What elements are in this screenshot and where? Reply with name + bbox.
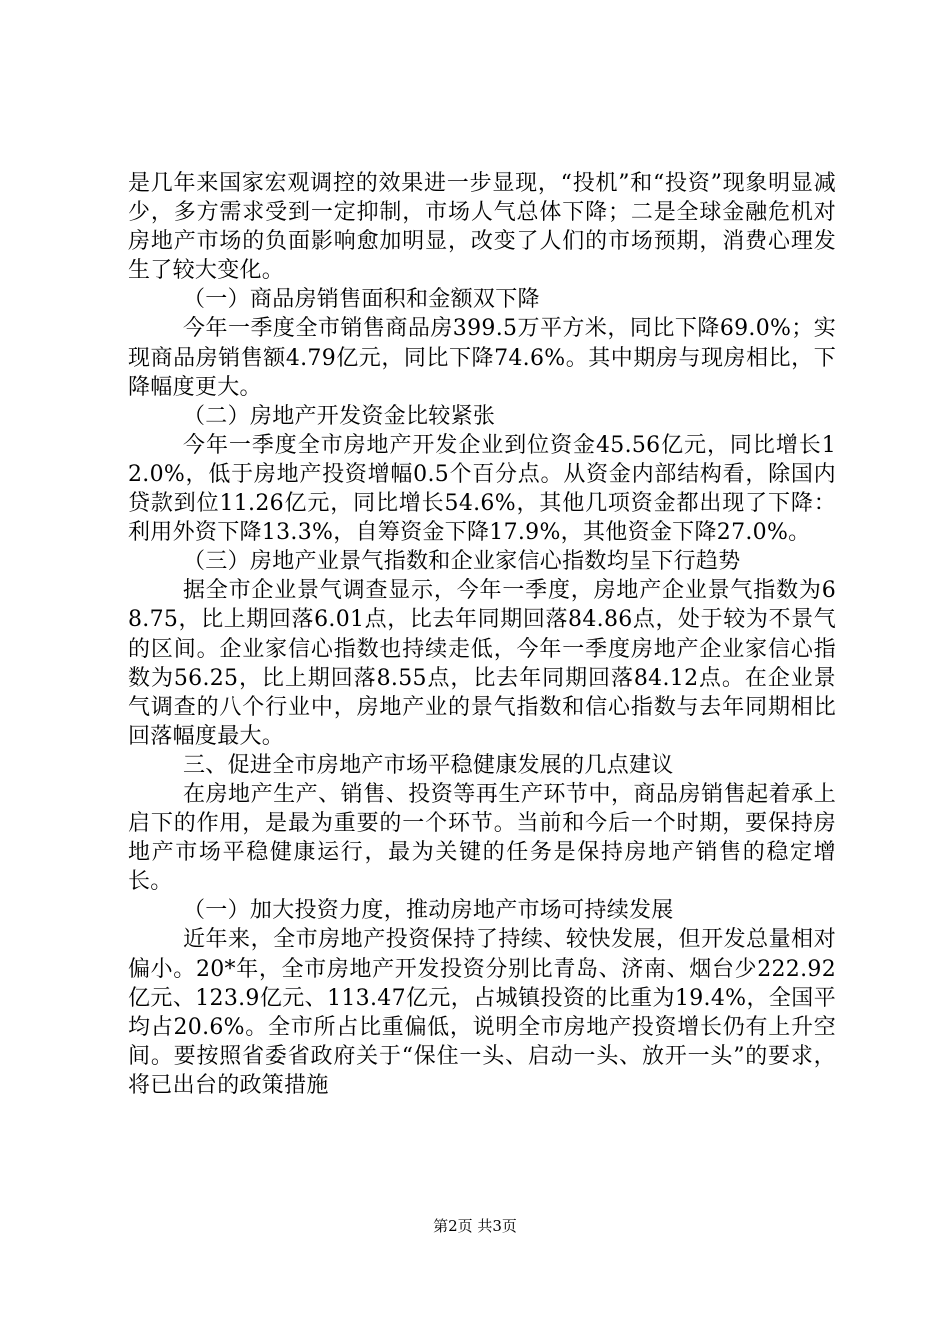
section-heading-1: （一）商品房销售面积和金额双下降 <box>183 287 540 313</box>
paragraph-4: 据全市企业景气调查显示，今年一季度，房地产企业景气指数为68.75，比上期回落6.01点，比去年同期回落84.86点，处于较为不景气的区间。企业家信心指数也持续走低，今年一季度房地产企业家信心指数为56.25，比上期回落8.55点，比去年同期回落84.12点。在企业景气调查的八个行业中，房地产业的景气指数和信心指数与去年同期相比回落幅度最大。 <box>128 578 836 749</box>
paragraph-3: 今年一季度全市房地产开发企业到位资金45.56亿元，同比增长12.0%，低于房地产投资增幅0.5个百分点。从资金内部结构看，除国内贷款到位11.26亿元，同比增长54.6%，其他几项资金都出现了下降：利用外资下降13.3%，自筹资金下降17.9%，其他资金下降27.0%。 <box>128 432 836 546</box>
paragraph-5: 在房地产生产、销售、投资等再生产环节中，商品房销售起着承上启下的作用，是最为重要的一个环节。当前和今后一个时期，要保持房地产市场平稳健康运行，最为关键的任务是保持房地产销售的稳定增长。 <box>128 781 836 895</box>
section-heading-3: （三）房地产业景气指数和企业家信心指数均呈下行趋势 <box>183 549 741 575</box>
document-body <box>128 169 836 1100</box>
section-heading-4: 三、促进全市房地产市场平稳健康发展的几点建议 <box>183 752 674 778</box>
section-heading-5: （一）加大投资力度，推动房地产市场可持续发展 <box>183 898 674 924</box>
paragraph-1: 是几年来国家宏观调控的效果进一步显现，“投机”和“投资”现象明显减少，多方需求受到一定抑制，市场人气总体下降；二是全球金融危机对房地产市场的负面影响愈加明显，改变了人们的市场预期，消费心理发生了较大变化。 <box>128 171 836 284</box>
section-heading-2: （二）房地产开发资金比较紧张 <box>183 403 496 429</box>
paragraph-6: 近年来，全市房地产投资保持了持续、较快发展，但开发总量相对偏小。20*年，全市房地产开发投资分别比青岛、济南、烟台少222.92亿元、123.9亿元、113.47亿元，占城镇投资的比重为19.4%，全国平均占20.6%。全市所占比重偏低，说明全市房地产投资增长仍有上升空间。要按照省委省政府关于“保住一头、启动一头、放开一头”的要求，将已出台的政策措施 <box>128 927 836 1098</box>
paragraph-2: 今年一季度全市销售商品房399.5万平方米，同比下降69.0%；实现商品房销售额4.79亿元，同比下降74.6%。其中期房与现房相比，下降幅度更大。 <box>128 316 836 400</box>
page-number-footer: 第2页 共3页 <box>433 1217 517 1235</box>
